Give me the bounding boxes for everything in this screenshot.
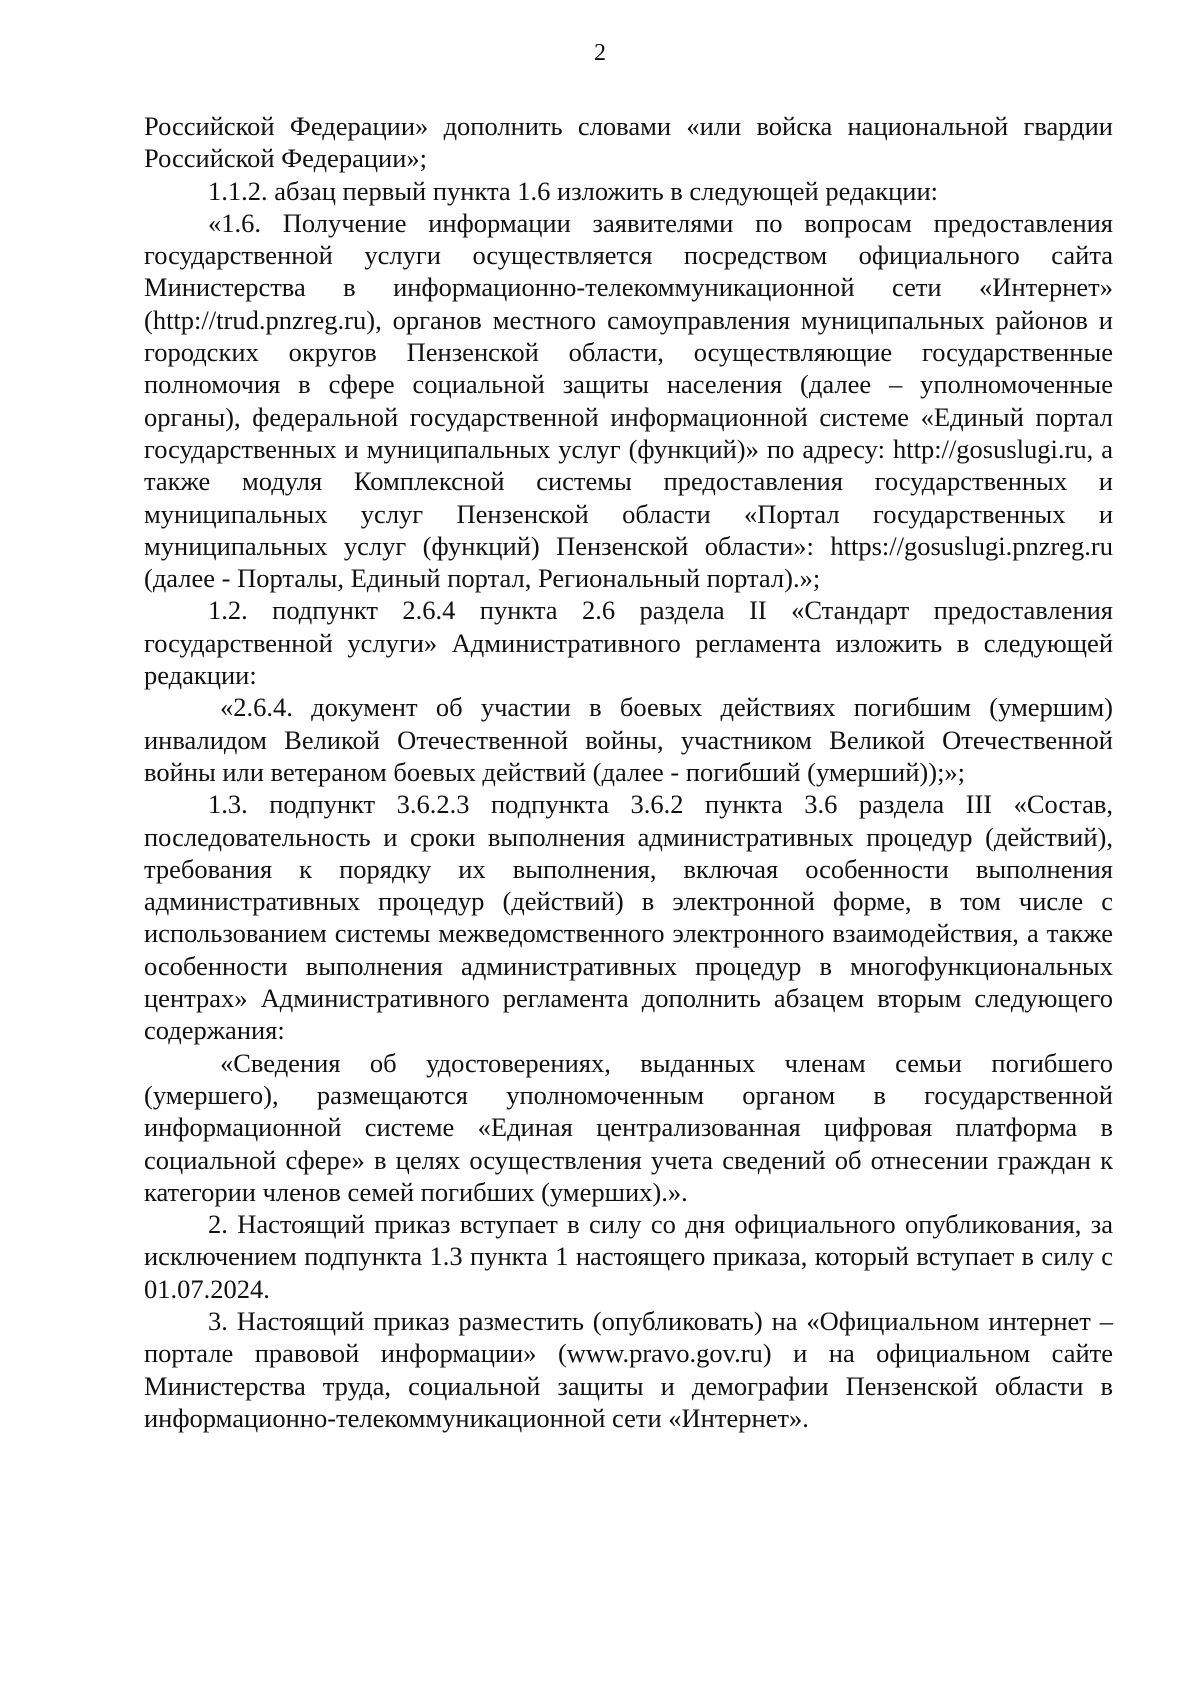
- paragraph-quote-svedeniya: «Сведения об удостоверениях, выданных членам семьи погибшего (умершего), размещаются уполномоченным органом в государственной информационной системе «Единая централизованная цифровая платформа в социальной сфере» в целях осуществления учета сведений об отнесении граждан к категории членов семей погибших (умерших).».: [144, 1047, 1113, 1207]
- paragraph-2: 2. Настоящий приказ вступает в силу со дня официального опубликования, за исключением подпункта 1.3 пункта 1 настоящего приказа, который вступает в силу с 01.07.2024.: [144, 1209, 1113, 1304]
- paragraph-continuation: Российской Федерации» дополнить словами «или войска национальной гвардии Российской Федерации»;: [144, 111, 1113, 174]
- paragraph-quote-1-6: «1.6. Получение информации заявителями по вопросам предоставления государственной услуги осуществляется посредством официального сайта Министерства в информационно-телекоммуникационной сети «Интернет» (http://trud.pnzreg.ru), органов местного самоуправления муниципальных районов и городских округов Пензенской области, осуществляющие государственные полномочия в сфере социальной защиты населения (далее – уполномоченные органы), федеральной государственной информационной системе «Единый портал государственных и муниципальных услуг (функций)» по адресу: http://gosuslugi.ru, а также модуля Комплексной системы предоставления государственных и муниципальных услуг Пензенской области «Портал государственных и муниципальных услуг (функций) Пензенской области»: https://gosuslugi.pnzreg.ru (далее - Порталы, Единый портал, Региональный портал).»;: [144, 207, 1113, 594]
- document-body: [144, 110, 1113, 1434]
- paragraph-1-1-2: 1.1.2. абзац первый пункта 1.6 изложить в следующей редакции:: [208, 175, 939, 206]
- paragraph-3: 3. Настоящий приказ разместить (опубликовать) на «Официальном интернет – портале правовой информации» (www.pravo.gov.ru) и на официальном сайте Министерства труда, социальной защиты и демографии Пензенской области в информационно-телекоммуникационной сети «Интернет».: [144, 1305, 1113, 1433]
- page-number: 2: [594, 40, 606, 66]
- paragraph-1-2: 1.2. подпункт 2.6.4 пункта 2.6 раздела II «Стандарт предоставления государственной услуги» Административного регламента изложить в следующей редакции:: [144, 595, 1113, 691]
- paragraph-quote-2-6-4: «2.6.4. документ об участии в боевых действиях погибшим (умершим) инвалидом Великой Отечественной войны, участником Великой Отечественной войны или ветераном боевых действий (далее - погибший (умерший));»;: [144, 692, 1113, 787]
- paragraph-1-3: 1.3. подпункт 3.6.2.3 подпункта 3.6.2 пункта 3.6 раздела III «Состав, последовательность и сроки выполнения административных процедур (действий), требования к порядку их выполнения, включая особенности выполнения административных процедур (действий) в электронной форме, в том числе с использованием системы межведомственного электронного взаимодействия, а также особенности выполнения административных процедур в многофункциональных центрах» Административного регламента дополнить абзацем вторым следующего содержания:: [144, 789, 1113, 1046]
